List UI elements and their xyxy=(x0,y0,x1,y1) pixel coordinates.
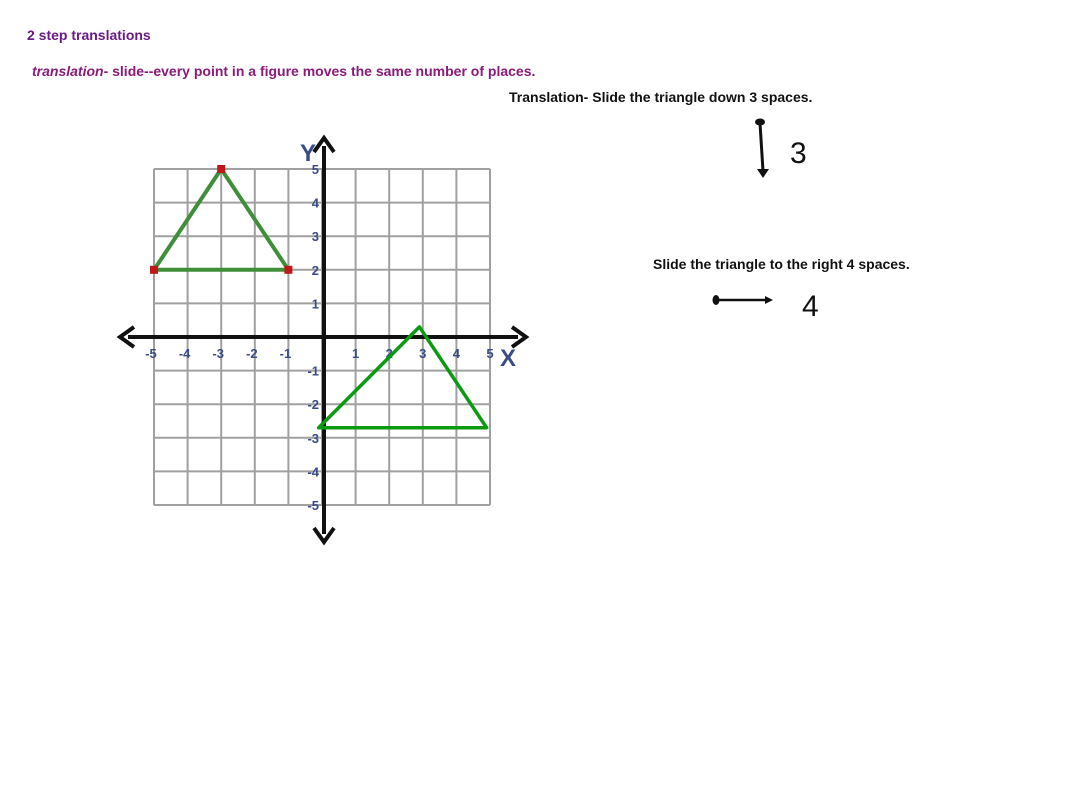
axes xyxy=(120,138,526,542)
y-tick-label: -1 xyxy=(307,363,319,379)
x-tick-label: 3 xyxy=(419,346,427,361)
y-tick-label: -5 xyxy=(307,498,319,513)
x-tick-label: 5 xyxy=(486,346,494,361)
x-tick-label: -3 xyxy=(212,346,224,361)
step-value-down: 3 xyxy=(790,137,807,170)
step-value-right: 4 xyxy=(802,290,819,323)
y-tick-label: 5 xyxy=(311,162,319,177)
vertex-marker xyxy=(150,266,158,274)
y-tick-label: 1 xyxy=(311,296,319,312)
right-arrow-icon xyxy=(713,295,774,305)
definition-body: - slide--every point in a figure moves the same number of places. xyxy=(103,63,536,79)
x-tick-label: -4 xyxy=(178,346,191,361)
y-tick-label: 4 xyxy=(311,195,319,211)
x-tick-label: 1 xyxy=(351,346,360,361)
x-tick-label: -2 xyxy=(246,346,258,361)
x-tick-label: 4 xyxy=(452,346,461,361)
definition-term: translation xyxy=(32,63,104,79)
x-axis-label: X xyxy=(500,345,517,372)
x-tick-label: -1 xyxy=(279,346,292,361)
translated-triangle xyxy=(319,327,487,428)
x-tick-label: 2 xyxy=(385,346,393,361)
coordinate-graph xyxy=(120,138,526,542)
vertex-marker xyxy=(284,266,292,274)
y-tick-label: -3 xyxy=(307,430,319,446)
y-tick-label: 3 xyxy=(311,229,319,245)
x-tick-label: -5 xyxy=(145,346,157,361)
down-arrow-icon xyxy=(755,119,769,179)
y-tick-label: 2 xyxy=(311,262,319,278)
instruction-down: Translation- Slide the triangle down 3 spaces. xyxy=(509,89,813,105)
y-tick-label: -2 xyxy=(307,397,319,413)
y-tick-label: -4 xyxy=(307,464,319,480)
y-axis-label: Y xyxy=(300,140,317,167)
vertex-marker xyxy=(217,165,225,173)
instruction-right: Slide the triangle to the right 4 spaces. xyxy=(653,256,910,272)
page-title: 2 step translations xyxy=(27,27,151,43)
